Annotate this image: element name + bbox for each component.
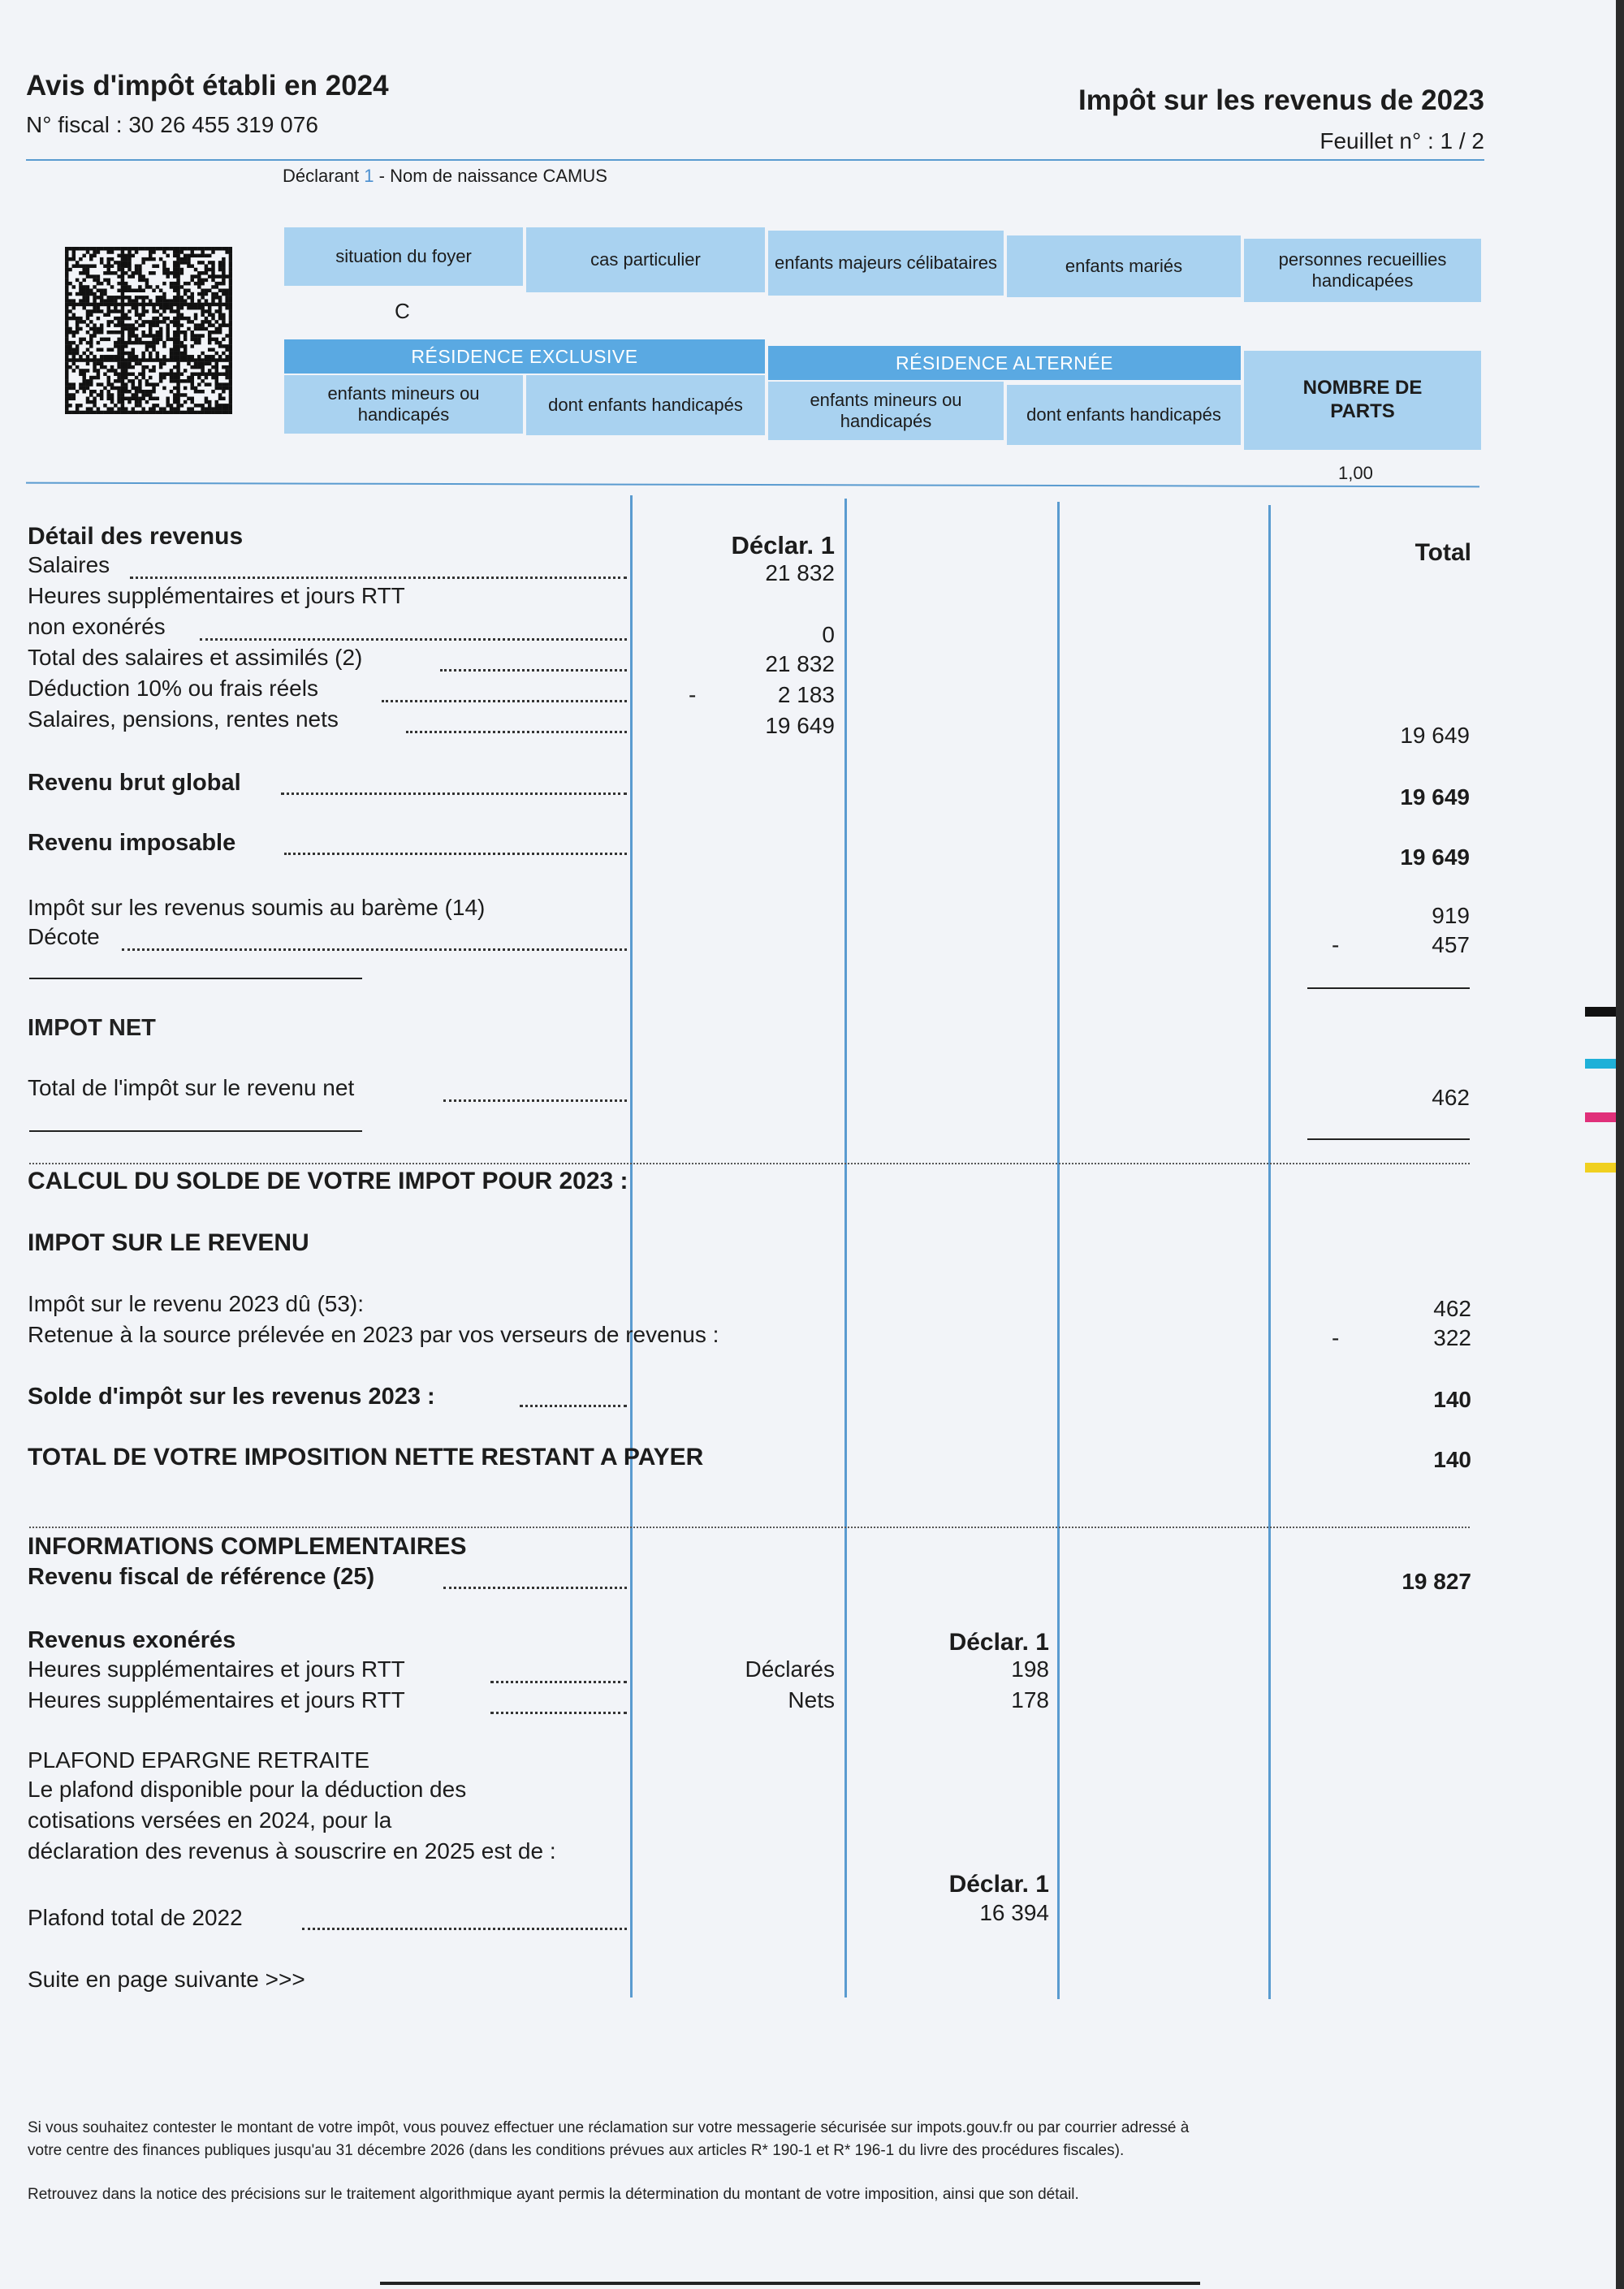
per-line-2: cotisations versées en 2024, pour la: [28, 1807, 392, 1833]
sub-header-excl-dont: dont enfants handicapés: [526, 375, 765, 435]
separator-left: [29, 1130, 362, 1132]
sub-header-excl-enfants: enfants mineurs ou handicapés: [284, 375, 523, 434]
fiscal-number: 30 26 455 319 076: [128, 112, 318, 137]
table-top-rule: [26, 482, 1479, 488]
exo-row2-kind: Nets: [788, 1687, 835, 1712]
suite-page: Suite en page suivante >>>: [28, 1967, 305, 1992]
ri-value: 19 649: [1400, 844, 1470, 870]
column-divider-2: [844, 499, 847, 1997]
plafond-value: 16 394: [979, 1900, 1049, 1925]
calcul-title: CALCUL DU SOLDE DE VOTRE IMPOT POUR 2023 :: [28, 1168, 628, 1194]
column-divider-4: [1268, 505, 1271, 1999]
separator-right: [1307, 987, 1470, 989]
leader-dots: [130, 577, 627, 579]
header-enfants-maries: enfants mariés: [1007, 235, 1241, 297]
band-residence-alternee: RÉSIDENCE ALTERNÉE: [768, 346, 1241, 380]
column-divider-3: [1057, 502, 1060, 1999]
decote-value: 457: [1432, 932, 1470, 957]
dotted-section-rule: [29, 1163, 1470, 1164]
registration-mark-black: [1585, 1007, 1616, 1017]
heures-label-1: Heures supplémentaires et jours RTT: [28, 583, 405, 608]
registration-mark-yellow: [1585, 1163, 1616, 1173]
bareme-value: 919: [1432, 903, 1470, 928]
per-line-3: déclaration des revenus à souscrire en 2025 est de :: [28, 1838, 556, 1864]
sheet-value: 1 / 2: [1440, 128, 1484, 153]
leader-dots: [440, 669, 627, 672]
column-divider-1: [630, 495, 633, 1997]
registration-mark-magenta: [1585, 1112, 1616, 1122]
sub-header-alt-dont: dont enfants handicapés: [1007, 385, 1241, 445]
bareme-label: Impôt sur les revenus soumis au barème (14): [28, 895, 486, 920]
salaires-value: 21 832: [765, 560, 835, 585]
impot-net-total-value: 462: [1432, 1085, 1470, 1110]
dotted-section-rule: [29, 1527, 1470, 1528]
impot-du-label: Impôt sur le revenu 2023 dû (53):: [28, 1291, 365, 1316]
leader-dots: [382, 700, 627, 702]
ri-label: Revenu imposable: [28, 830, 236, 856]
leader-dots: [490, 1712, 627, 1714]
bottom-edge-rule: [380, 2282, 1200, 2285]
nets-label: Salaires, pensions, rentes nets: [28, 706, 339, 732]
calcul-subtitle: IMPOT SUR LE REVENU: [28, 1229, 309, 1256]
header-rule: [26, 159, 1484, 161]
income-year-title: Impôt sur les revenus de 2023: [1078, 84, 1484, 116]
sheet-number: [1320, 128, 1484, 154]
rbg-label: Revenu brut global: [28, 770, 241, 796]
heures-value: 0: [822, 622, 835, 647]
rfr-value: 19 827: [1402, 1569, 1471, 1594]
footer-line-3: Retrouvez dans la notice des précisions sur le traitement algorithmique ayant permis la détermination du montant de votre imposition, ainsi que son détail.: [28, 2186, 1079, 2203]
impot-net-total-label: Total de l'impôt sur le revenu net: [28, 1075, 355, 1100]
footer-line-2: votre centre des finances publiques jusqu'au 31 décembre 2026 (dans les conditions prévues aux articles R* 190-1 et R* 196-1 du livre des procédures fiscales).: [28, 2142, 1125, 2159]
separator-left: [29, 978, 362, 979]
declarant-number: 1: [364, 166, 374, 186]
impot-du-value: 462: [1433, 1296, 1471, 1321]
leader-dots: [302, 1928, 627, 1930]
notice-title: Avis d'impôt établi en 2024: [26, 70, 389, 101]
exo-row2-label: Heures supplémentaires et jours RTT: [28, 1687, 405, 1712]
total-salaires-value: 21 832: [765, 651, 835, 676]
retenue-label: Retenue à la source prélevée en 2023 par vos verseurs de revenus :: [28, 1322, 719, 1347]
registration-mark-cyan: [1585, 1059, 1616, 1069]
sheet-label: Feuillet n° :: [1320, 128, 1434, 153]
nets-total: 19 649: [1400, 723, 1470, 748]
col-declar-header: Déclar. 1: [731, 531, 835, 559]
declarant-rest: - Nom de naissance: [378, 166, 538, 186]
heures-label-2: non exonérés: [28, 614, 166, 639]
per-title: PLAFOND EPARGNE RETRAITE: [28, 1747, 370, 1773]
decote-sign: -: [1332, 932, 1340, 957]
retenue-value: 322: [1433, 1325, 1471, 1350]
total-salaires-label: Total des salaires et assimilés (2): [28, 645, 363, 670]
separator-right: [1307, 1138, 1470, 1140]
leader-dots: [520, 1405, 627, 1407]
salaires-label: Salaires: [28, 552, 110, 577]
exo-row2-value: 178: [1011, 1687, 1049, 1712]
leader-dots: [406, 731, 627, 733]
deduction-sign: -: [689, 682, 697, 707]
total-restant-label: TOTAL DE VOTRE IMPOSITION NETTE RESTANT A PAYER: [28, 1444, 704, 1471]
declarant-line: [283, 166, 607, 187]
leader-dots: [443, 1587, 627, 1589]
leader-dots: [443, 1099, 627, 1102]
rfr-label: Revenu fiscal de référence (25): [28, 1564, 375, 1590]
header-nombre-parts: NOMBRE DE PARTS: [1244, 351, 1481, 450]
declarant-name: CAMUS: [542, 166, 607, 186]
deduction-value: 2 183: [777, 682, 835, 707]
datamatrix-code-icon: [65, 247, 232, 414]
deduction-label: Déduction 10% ou frais réels: [28, 676, 318, 701]
situation-value: C: [395, 299, 410, 323]
leader-dots: [284, 853, 627, 855]
fiscal-label: N° fiscal :: [26, 112, 123, 137]
leader-dots: [200, 638, 627, 641]
header-enfants-majeurs: enfants majeurs célibataires: [768, 231, 1004, 296]
fiscal-number-row: [26, 112, 318, 138]
rbg-value: 19 649: [1400, 784, 1470, 810]
sub-header-alt-enfants: enfants mineurs ou handicapés: [768, 382, 1004, 440]
total-restant-value: 140: [1433, 1447, 1471, 1472]
header-personnes-recueillies: personnes recueillies handicapées: [1244, 239, 1481, 302]
footer-line-1: Si vous souhaitez contester le montant de votre impôt, vous pouvez effectuer une réclamation sur votre messagerie sécurisée sur impots.gouv.fr ou par courrier adressé à: [28, 2119, 1190, 2136]
header-situation-foyer: situation du foyer: [284, 227, 523, 286]
band-residence-exclusive: RÉSIDENCE EXCLUSIVE: [284, 339, 765, 374]
col-total-header: Total: [1415, 539, 1471, 566]
leader-dots: [490, 1681, 627, 1683]
leader-dots: [281, 793, 627, 795]
exo-row1-label: Heures supplémentaires et jours RTT: [28, 1656, 405, 1682]
retenue-sign: -: [1332, 1325, 1340, 1350]
decote-label: Décote: [28, 924, 100, 949]
impot-net-title: IMPOT NET: [28, 1015, 156, 1041]
solde-value: 140: [1433, 1387, 1471, 1412]
plafond-label: Plafond total de 2022: [28, 1905, 243, 1930]
leader-dots: [122, 948, 627, 951]
exo-row1-value: 198: [1011, 1656, 1049, 1682]
header-cas-particulier: cas particulier: [526, 227, 765, 292]
exo-row1-kind: Déclarés: [745, 1656, 835, 1682]
section-detail-title: Détail des revenus: [28, 523, 244, 550]
info-title: INFORMATIONS COMPLEMENTAIRES: [28, 1533, 467, 1560]
exo-col-header: Déclar. 1: [948, 1629, 1049, 1656]
parts-value: 1,00: [1338, 463, 1373, 483]
per-line-1: Le plafond disponible pour la déduction des: [28, 1777, 467, 1802]
nets-value: 19 649: [765, 713, 835, 738]
exo-title: Revenus exonérés: [28, 1627, 236, 1653]
declarant-label: Déclarant: [283, 166, 360, 186]
solde-label: Solde d'impôt sur les revenus 2023 :: [28, 1384, 435, 1410]
per-col-header: Déclar. 1: [948, 1871, 1049, 1898]
